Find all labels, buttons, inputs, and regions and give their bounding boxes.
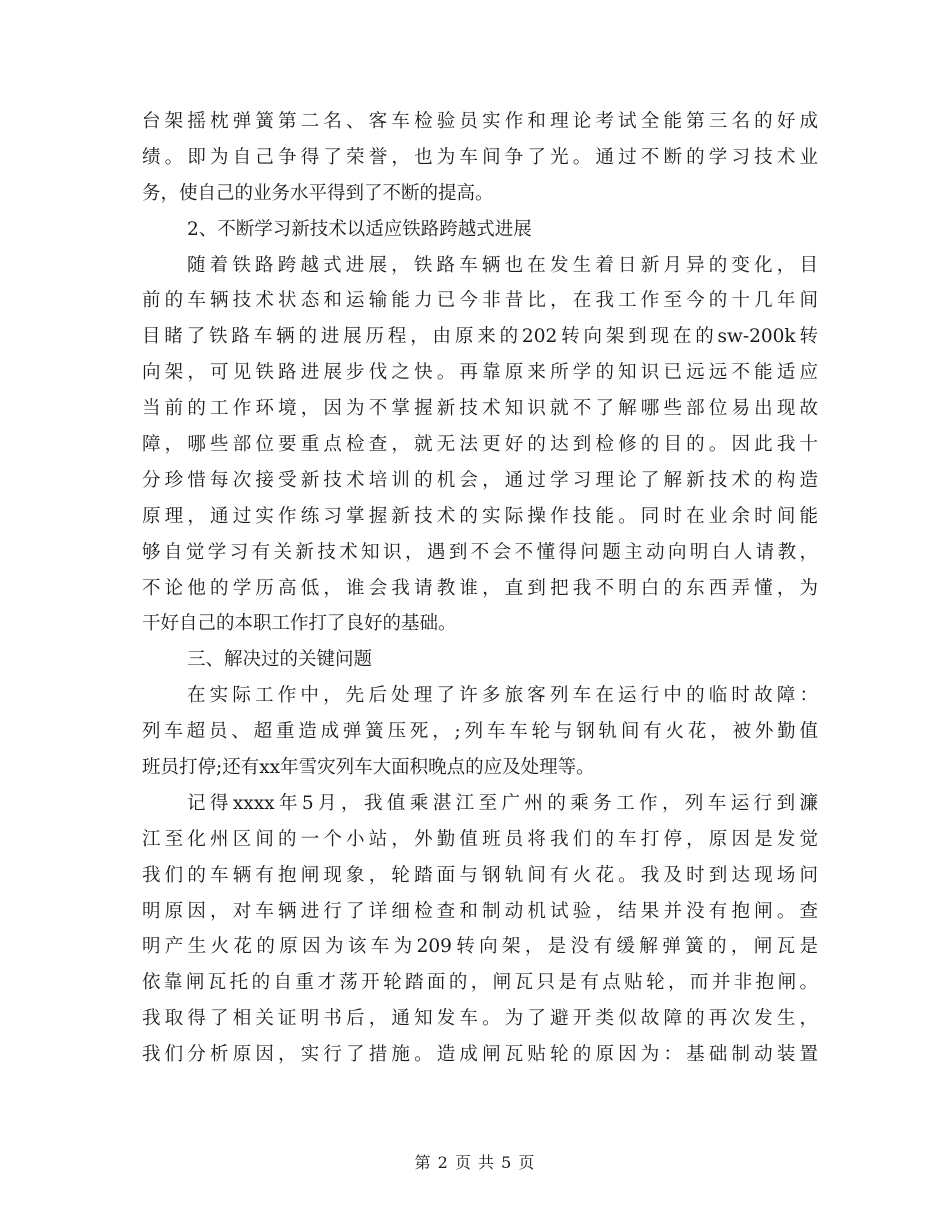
text-line: 三、解决过的关键问题 [187,649,373,671]
text-line: 前的车辆技术状态和运输能力已今非昔比，在我工作至今的十几年间 [142,290,818,312]
text-line: 务，使自己的业务水平得到了不断的提高。 [142,182,494,204]
text-line: 不论他的学历高低，谁会我请教谁，直到把我不明白的东西弄懂，为 [142,577,818,599]
text-line: 够自觉学习有关新技术知识，遇到不会不懂得问题主动向明白人请教， [142,541,818,563]
text-line: 班员打停;还有xx年雪灾列车大面积晚点的应及处理等。 [142,757,595,779]
body-text [142,104,818,1073]
text-line: 在实际工作中，先后处理了许多旅客列车在运行中的临时故障： [187,685,818,707]
text-line: 列车超员、超重造成弹簧压死，;列车车轮与钢轨间有火花，被外勤值 [142,721,818,743]
text-line: 记得xxxx年5月，我值乘湛江至广州的乘务工作，列车运行到濂 [187,792,818,814]
text-line: 原理，通过实作练习掌握新技术的实际操作技能。同时在业余时间能 [142,505,818,527]
text-line: 明原因，对车辆进行了详细检查和制动机试验，结果并没有抱闸。查 [142,900,818,922]
text-line: 台架摇枕弹簧第二名、客车检验员实作和理论考试全能第三名的好成 [142,111,818,132]
text-line: 2、不断学习新技术以适应铁路跨越式进展 [187,218,532,240]
text-line: 分珍惜每次接受新技术培训的机会，通过学习理论了解新技术的构造 [142,469,818,491]
text-line: 障，哪些部位要重点检查，就无法更好的达到检修的目的。因此我十 [142,434,818,456]
text-line: 干好自己的本职工作打了良好的基础。 [142,613,457,635]
text-line: 随着铁路跨越式进展，铁路车辆也在发生着日新月异的变化，目 [187,254,818,276]
text-line: 依靠闸瓦托的自重才荡开轮踏面的，闸瓦只是有点贴轮，而并非抱闸。 [142,972,818,994]
text-line: 我们的车辆有抱闸现象，轮踏面与钢轨间有火花。我及时到达现场问 [142,864,818,886]
page-footer: 第 2 页 共 5 页 [414,1153,536,1172]
text-line: 我取得了相关证明书后，通知发车。为了避开类似故障的再次发生， [142,1008,818,1030]
text-line: 当前的工作环境，因为不掌握新技术知识就不了解哪些部位易出现故 [142,398,818,420]
text-line: 明产生火花的原因为该车为209转向架，是没有缓解弹簧的，闸瓦是 [142,936,818,958]
text-line: 绩。即为自己争得了荣誉，也为车间争了光。通过不断的学习技术业 [142,146,818,168]
text-line: 向架，可见铁路进展步伐之快。再靠原来所学的知识已远远不能适应 [142,362,818,384]
text-line: 江至化州区间的一个小站，外勤值班员将我们的车打停，原因是发觉 [142,828,818,850]
text-line: 我们分析原因，实行了措施。造成闸瓦贴轮的原因为：基础制动装置 [142,1044,818,1066]
text-line: 目睹了铁路车辆的进展历程，由原来的202转向架到现在的sw-200k转 [142,326,818,348]
